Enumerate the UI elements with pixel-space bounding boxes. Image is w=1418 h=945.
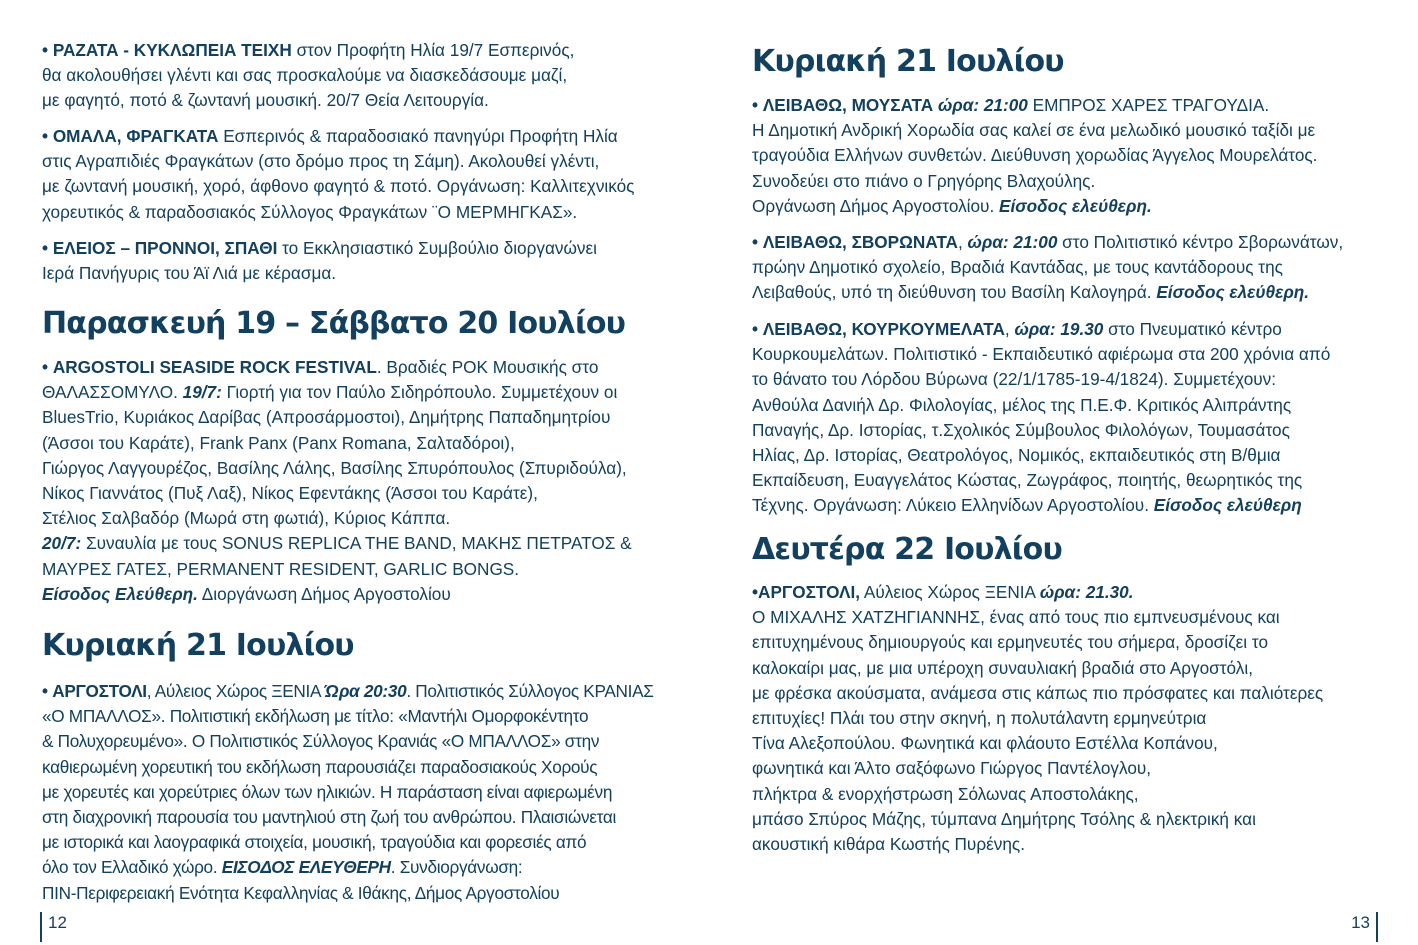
event-title: ΑΡΓΟΣΤΟΛΙ,: [758, 582, 861, 602]
entry-text: ,: [957, 232, 968, 252]
entry-line: [752, 493, 1377, 518]
entry-line: Νίκος Γιαννάτος (Πυξ Λαξ), Νίκος Εφεντάκης (Άσσοι του Καράτε),: [42, 483, 538, 504]
entry-line: στις Αγραπιδιές Φραγκάτων (στο δρόμο προς τη Σάμη). Ακολουθεί γλέντι,: [42, 151, 600, 172]
entry-text: . Συνδιοργάνωση:: [390, 857, 523, 878]
entry-text: , Αύλειος Χώρος ΞΕΝΙΑ: [146, 681, 325, 701]
event-eleios: [42, 236, 667, 286]
entry-line: Ανθούλα Δανιήλ Δρ. Φιλολογίας, μέλος της Π.Ε.Φ. Κριτικός Αλιπράντης: [752, 394, 1292, 415]
entry-line: με φρέσκα ακούσματα, ανάμεσα στις κάπως πιο πρόσφατες και παλιότερες: [752, 682, 1324, 703]
entry-line: πλήκτρα & ενορχήστρωση Σόλωνας Αποστολάκης,: [752, 783, 1139, 804]
entry-line: Στέλιος Σαλβαδόρ (Μωρά στη φωτιά), Κύριος Κάππα.: [42, 508, 451, 529]
entry-line: Ιερά Πανήγυρις του Άϊ Λιά με κέρασμα.: [42, 263, 337, 284]
event-time: Ώρα 20:30: [324, 681, 407, 701]
entry-text: όλο τον Ελλαδικό χώρο.: [42, 857, 222, 878]
free-entry-note: Είσοδος ελεύθερη.: [1156, 282, 1310, 303]
entry-line: (Άσσοι του Καράτε), Frank Panx (Panx Romana, Σαλταδόροι),: [42, 432, 515, 453]
entry-line: Συνοδεύει στο πιάνο ο Γρηγόρης Βλαχούλης.: [752, 170, 1096, 191]
entry-line: [752, 580, 1377, 605]
entry-line: στη διαχρονική παρουσία του μαντηλιού στη ζωή του ανθρώπου. Πλαισιώνεται: [42, 807, 617, 828]
bullet: •: [42, 40, 49, 60]
event-leivatho-mousata: [752, 93, 1377, 219]
entry-text: Εσπερινός & παραδοσιακό πανηγύρι Προφήτη Ηλία: [218, 126, 618, 146]
entry-line: τραγούδια Ελλήνων συνθετών. Διεύθυνση χορωδίας Άγγελος Μουρελάτος.: [752, 145, 1318, 166]
entry-line: Παναγής, Δρ. Ιστορίας, τ.Σχολικός Σύμβουλος Φιλολόγων, Τουμασάτος: [752, 419, 1290, 440]
entry-line: χορευτικός & παραδοσιακός Σύλλογος Φραγκάτων ¨Ο ΜΕΡΜΗΓΚΑΣ».: [42, 201, 578, 222]
event-leivatho-kourkoumelata: [752, 317, 1377, 519]
entry-line: [752, 230, 1377, 255]
entry-line: επιτυχίες! Πλάι του στην σκηνή, η πολυτάλαντη ερμηνεύτρια: [752, 708, 1207, 729]
entry-line: & Πολυχορευμένο». Ο Πολιτιστικός Σύλλογος Κρανιάς «Ο ΜΠΑΛΛΟΣ» στην: [42, 731, 600, 752]
free-entry-note: ΕΙΣΟΔΟΣ ΕΛΕΥΘΕΡΗ: [221, 857, 391, 878]
entry-text: Διοργάνωση Δήμος Αργοστολίου: [197, 583, 451, 604]
entry-line: μπάσο Σπύρος Μάζης, τύμπανα Δημήτρης Τσόλης & ηλεκτρική και: [752, 808, 1256, 829]
entry-text: . Πολιτιστικός Σύλλογος ΚΡΑΝΙΑΣ: [406, 681, 654, 701]
entry-line: με φαγητό, ποτό & ζωντανή μουσική. 20/7 Θεία Λειτουργία.: [42, 90, 489, 111]
bullet: •: [752, 582, 759, 602]
section-heading-monday: Δευτέρα 22 Ιουλίου: [752, 532, 1062, 567]
entry-text: ,: [1004, 319, 1015, 339]
entry-text: το Εκκλησιαστικό Συμβούλιο διοργανώνει: [277, 238, 597, 258]
entry-text: Οργάνωση Δήμος Αργοστολίου.: [752, 195, 999, 216]
entry-line: πρώην Δημοτικό σχολείο, Βραδιά Καντάδας, με τους καντάδορους της: [752, 257, 1283, 278]
entry-line: με χορευτές και χορεύτριες όλων των ηλικιών. Η παράσταση είναι αφιερωμένη: [42, 781, 613, 802]
entry-text: . Βραδιές ΡΟΚ Μουσικής στο: [376, 357, 599, 377]
bullet: •: [752, 319, 759, 339]
entry-text: Λειβαθούς, υπό τη διεύθυνση του Βασίλη Καλογηρά.: [752, 282, 1157, 303]
entry-line: με ζωντανή μουσική, χορό, άφθονο φαγητό & ποτό. Οργάνωση: Καλλιτεχνικός: [42, 176, 635, 197]
event-title: ΑΡΓΟΣΤΟΛΙ: [52, 681, 147, 701]
entry-line: Η Δημοτική Ανδρική Χορωδία σας καλεί σε ένα μελωδικό μουσικό ταξίδι με: [752, 120, 1316, 141]
event-rock-festival: [42, 355, 667, 607]
entry-line: Κουρκουμελάτων. Πολιτιστικό - Εκπαιδευτικό αφιέρωμα στα 200 χρόνια από: [752, 344, 1331, 365]
entry-line: [752, 93, 1377, 118]
event-leivatho-svoronata: [752, 230, 1377, 306]
entry-line: [42, 236, 667, 261]
event-time: ώρα: 21:00: [967, 232, 1058, 252]
entry-line: [42, 582, 667, 607]
bullet: •: [42, 357, 49, 377]
entry-text: Αύλειος Χώρος ΞΕΝΙΑ: [860, 582, 1040, 602]
entry-line: ΠΙΝ-Περιφερειακή Ενότητα Κεφαλληνίας & Ιθάκης, Δήμος Αργοστολίου: [42, 882, 560, 903]
event-title: ΛΕΙΒΑΘΩ, ΣΒΟΡΩΝΑΤΑ: [762, 232, 958, 252]
event-title: ΡΑΖΑΤΑ - ΚΥΚΛΩΠΕΙΑ ΤΕΙΧΗ: [52, 40, 292, 60]
date-label: 19/7:: [182, 382, 222, 403]
section-heading-fri-sat: Παρασκευή 19 – Σάββατο 20 Ιουλίου: [42, 306, 626, 341]
entry-line: καλοκαίρι μας, με μια υπέροχη συναυλιακή βραδιά στο Αργοστόλι,: [752, 657, 1253, 678]
event-argostoli-xenia: [42, 679, 667, 906]
entry-line: [752, 280, 1377, 305]
entry-line: [42, 679, 667, 704]
event-title: ARGOSTOLI SEASIDE ROCK FESTIVAL: [52, 357, 377, 377]
bullet: •: [42, 681, 48, 701]
entry-line: BluesTrio, Κυριάκος Δαρίβας (Απροσάρμοστοι), Δημήτρης Παπαδημητρίου: [42, 407, 611, 428]
entry-line: ΜΑΥΡΕΣ ΓΑΤΕΣ, PERMANENT RESIDENT, GARLIC BONGS.: [42, 558, 520, 579]
entry-text: στο Πνευματικό κέντρο: [1103, 319, 1282, 339]
entry-line: [42, 355, 667, 380]
entry-line: [42, 531, 667, 556]
entry-text: Γιορτή για τον Παύλο Σιδηρόπουλο. Συμμετέχουν οι: [221, 382, 618, 403]
page-number-left: 12: [40, 912, 67, 942]
entry-line: [752, 317, 1377, 342]
section-heading-sunday: Κυριακή 21 Ιουλίου: [752, 44, 1064, 79]
event-title: ΕΛΕΙΟΣ – ΠΡΟΝΝΟΙ, ΣΠΑΘΙ: [52, 238, 278, 258]
free-entry-note: Είσοδος ελεύθερη: [1153, 495, 1302, 516]
entry-line: [42, 124, 667, 149]
entry-line: [42, 855, 667, 880]
entry-line: επιτυχημένους δημιουργούς και ερμηνευτές του σήμερα, δροσίζει το: [752, 632, 1269, 653]
event-title: ΛΕΙΒΑΘΩ, ΜΟΥΣΑΤΑ: [762, 95, 934, 115]
entry-line: «Ο ΜΠΑΛΛΟΣ». Πολιτιστική εκδήλωση με τίτλο: «Μαντήλι Ομορφοκέντητο: [42, 706, 589, 727]
event-time: ώρα: 21.30.: [1039, 582, 1134, 602]
bullet: •: [42, 238, 49, 258]
event-title: ΛΕΙΒΑΘΩ, ΚΟΥΡΚΟΥΜΕΛΑΤΑ: [762, 319, 1005, 339]
bullet: •: [752, 232, 759, 252]
event-omala: [42, 124, 667, 225]
section-heading-sunday: Κυριακή 21 Ιουλίου: [42, 628, 354, 663]
date-label: 20/7:: [42, 533, 82, 554]
event-razata: [42, 38, 667, 114]
entry-text: Τέχνης. Οργάνωση: Λύκειο Ελληνίδων Αργοστολίου.: [752, 495, 1154, 516]
entry-text: ΕΜΠΡΟΣ ΧΑΡΕΣ ΤΡΑΓΟΥΔΙΑ.: [1027, 95, 1270, 115]
event-argostoli-chatzigiannis: [752, 580, 1377, 857]
bullet: •: [752, 95, 759, 115]
entry-line: Ηλίας, Δρ. Ιστορίας, Θεατρολόγος, Νομικός, εκπαιδευτικός στη Β/θμια: [752, 445, 1281, 466]
event-time: ώρα: 19.30: [1014, 319, 1104, 339]
free-entry-note: Είσοδος Ελεύθερη.: [42, 583, 198, 604]
entry-line: Γιώργος Λαγγουρέζος, Βασίλης Λάλης, Βασίλης Σπυρόπουλος (Σπυριδούλα),: [42, 457, 627, 478]
entry-line: θα ακολουθήσει γλέντι και σας προσκαλούμε να διασκεδάσουμε μαζί,: [42, 65, 568, 86]
entry-text: ΘΑΛΑΣΣΟΜΥΛΟ.: [42, 382, 183, 403]
entry-text: στο Πολιτιστικό κέντρο Σβορωνάτων,: [1057, 232, 1344, 252]
free-entry-note: Είσοδος ελεύθερη.: [999, 195, 1152, 216]
entry-line: Τίνα Αλεξοπούλου. Φωνητικά και φλάουτο Εστέλλα Κοπάνου,: [752, 733, 1218, 754]
entry-text: Συναυλία με τους SONUS REPLICA THE BAND, ΜΑΚΗΣ ΠΕΤΡΑΤΟΣ &: [81, 533, 632, 554]
bullet: •: [42, 126, 49, 146]
entry-line: Εκπαίδευση, Ευαγγελάτος Κώστας, Ζωγράφος, ποιητής, θεωρητικός της: [752, 470, 1303, 491]
entry-line: με ιστορικά και λαογραφικά στοιχεία, μουσική, τραγούδια και φορεσιές από: [42, 832, 587, 853]
entry-text: στον Προφήτη Ηλία 19/7 Εσπερινός,: [291, 40, 575, 60]
entry-line: φωνητικά και Άλτο σαξόφωνο Γιώργος Παντέλογλου,: [752, 758, 1152, 779]
entry-line: ακουστική κιθάρα Κωστής Πυρένης.: [752, 834, 1025, 855]
entry-line: [752, 194, 1377, 219]
entry-line: [42, 38, 667, 63]
event-title: ΟΜΑΛΑ, ΦΡΑΓΚΑΤΑ: [52, 126, 219, 146]
entry-line: [42, 380, 667, 405]
entry-line: το θάνατο του Λόρδου Βύρωνα (22/1/1785-19-4/1824). Συμμετέχουν:: [752, 369, 1277, 390]
entry-line: καθιερωμένη χορευτική του εκδήλωση παρουσιάζει παραδοσιακούς Χορούς: [42, 756, 598, 777]
page-number-right: 13: [1351, 912, 1378, 942]
entry-line: Ο ΜΙΧΑΛΗΣ ΧΑΤΖΗΓΙΑΝΝΗΣ, ένας από τους πιο εμπνευσμένους και: [752, 607, 1280, 628]
event-time: ώρα: 21:00: [937, 95, 1028, 115]
